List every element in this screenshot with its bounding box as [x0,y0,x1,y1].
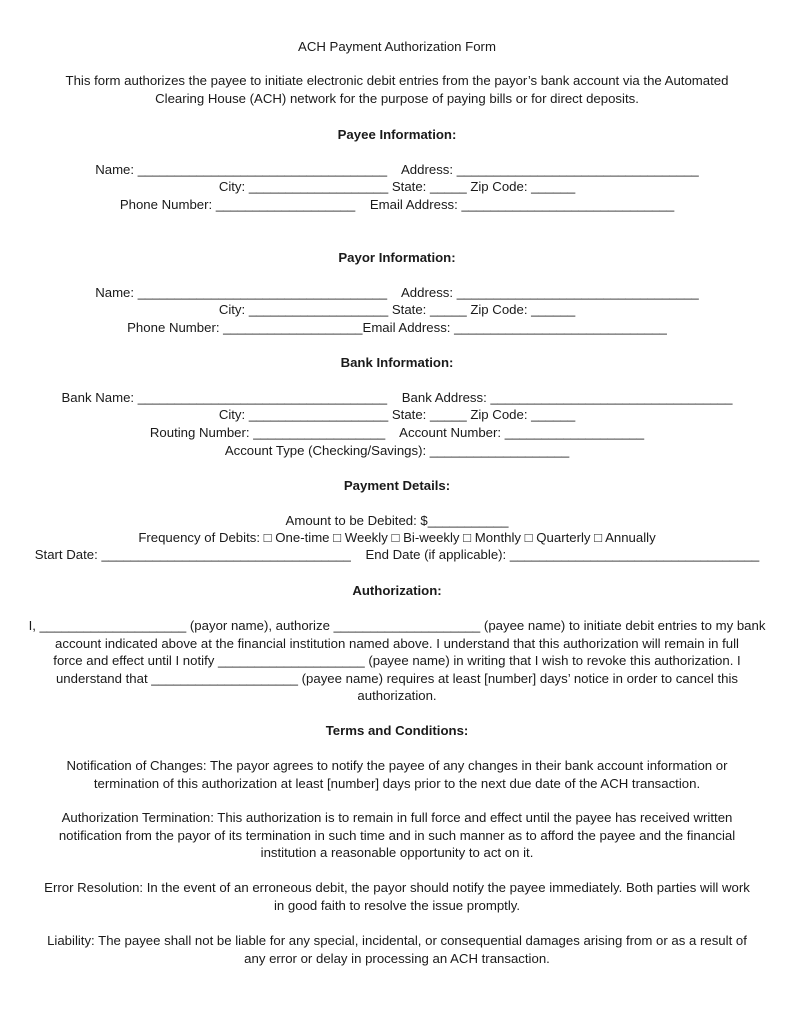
intro-paragraph [10,72,784,107]
payee-heading: Payee Information: [337,127,457,142]
payee-city-state-zip-line: City: ___________________ State: _____ Zip Code: ______ [218,179,576,194]
payment-dates-line: Start Date: __________________________________ End Date (if applicable): __________________________________ [34,547,760,562]
authorization-line: understand that ____________________ (payee name) requires at least [number] days’ notice in order to cancel this [55,670,739,686]
payee-phone-email-line: Phone Number: ___________________ Email Address: _____________________________ [119,197,675,212]
payor-phone-email-line: Phone Number: ___________________Email Address: _____________________________ [127,320,667,335]
terms-heading: Terms and Conditions: [325,723,469,738]
terms-notification-paragraph [10,757,784,792]
terms-termination-paragraph [10,809,784,862]
intro-line: Clearing House (ACH) network for the purpose of paying bills or for direct deposits. [155,90,639,106]
bank-name-address-line: Bank Name: __________________________________ Bank Address: _________________________________ [61,390,733,405]
payor-name-address-line: Name: __________________________________ Address: _________________________________ [95,285,699,300]
bank-routing-account-line: Routing Number: __________________ Account Number: ___________________ [149,425,645,440]
terms-line: Liability: The payee shall not be liable for any special, incidental, or consequential damages arising from or as a result of [47,933,747,948]
intro-line: This form authorizes the payee to initiate electronic debit entries from the payor’s bank account via the Automated [65,73,729,88]
payor-heading: Payor Information: [338,250,456,265]
authorization-line: authorization. [357,688,437,703]
authorization-paragraph [10,617,784,705]
payor-city-state-zip-line: City: ___________________ State: _____ Zip Code: ______ [218,302,576,317]
authorization-line: account indicated above at the financial institution named above. I understand that this authorization will remain in full [55,635,739,651]
form-title: ACH Payment Authorization Form [298,39,496,54]
payment-amount-line: Amount to be Debited: $___________ [285,513,509,528]
terms-liability-paragraph [10,932,784,967]
terms-line: in good faith to resolve the issue promptly. [273,897,521,913]
payment-frequency-line: Frequency of Debits: □ One-time □ Weekly □ Bi-weekly □ Monthly □ Quarterly □ Annually [138,530,656,545]
terms-line: notification from the payor of its termination in such time and in such manner as to afford the payee and the financial [58,827,736,843]
authorization-heading: Authorization: [352,583,442,598]
terms-line: Authorization Termination: This authorization is to remain in full force and effect until the payee has received written [61,810,733,825]
bank-city-state-zip-line: City: ___________________ State: _____ Zip Code: ______ [218,407,576,422]
authorization-line: I, ____________________ (payor name), authorize ____________________ (payee name) to initiate debit entries to my bank [28,618,766,633]
terms-line: Error Resolution: In the event of an erroneous debit, the payor should notify the payee immediately. Both parties will work [44,880,750,895]
payee-name-address-line: Name: __________________________________ Address: _________________________________ [95,162,699,177]
payment-heading: Payment Details: [343,478,451,493]
bank-account-type-line: Account Type (Checking/Savings): ___________________ [224,443,570,458]
terms-line: Notification of Changes: The payor agrees to notify the payee of any changes in their bank account information or [66,758,728,773]
authorization-line: force and effect until I notify ____________________ (payee name) in writing that I wish to revoke this authorization. I [53,653,741,668]
terms-line: termination of this authorization at least [number] days prior to the next due date of the ACH transaction. [93,775,701,791]
terms-line: institution a reasonable opportunity to act on it. [260,845,534,860]
terms-line: any error or delay in processing an ACH transaction. [244,950,550,966]
bank-heading: Bank Information: [340,355,454,370]
terms-error-paragraph [10,879,784,914]
